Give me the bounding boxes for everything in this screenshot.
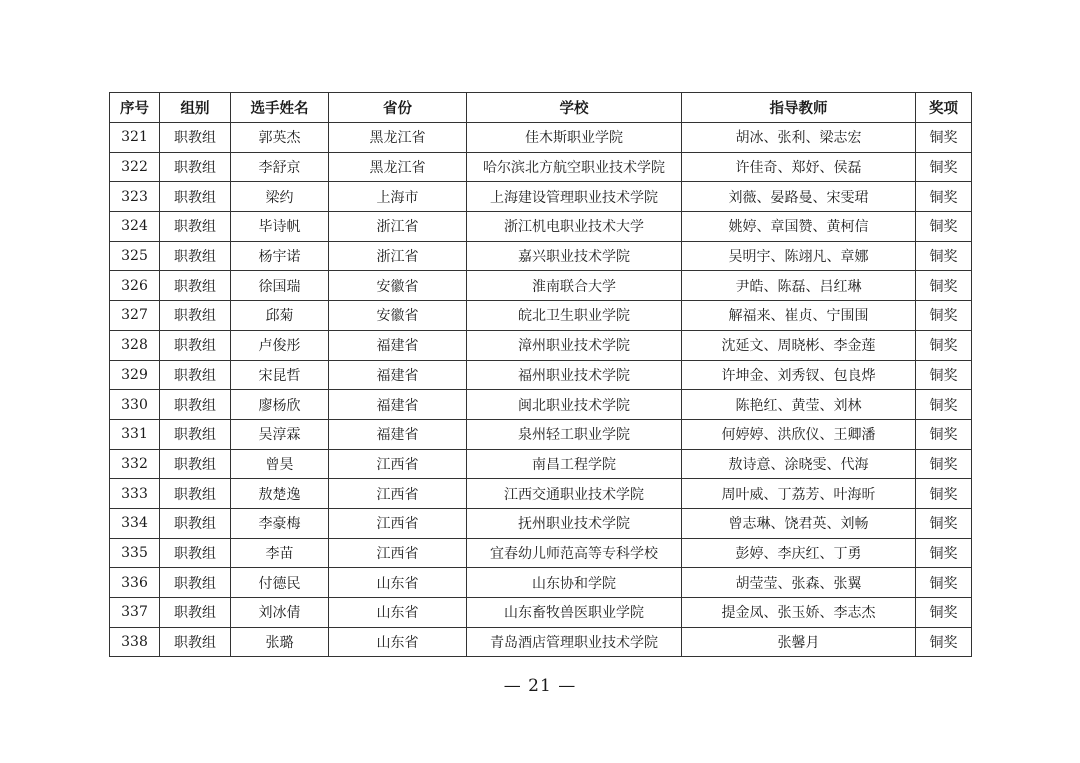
awards-table	[109, 92, 972, 657]
cell-school: 泉州轻工职业学院	[467, 419, 682, 449]
header-cell-advisors: 指导教师	[682, 93, 916, 123]
cell-advisors: 张馨月	[682, 627, 916, 657]
table-row	[110, 330, 972, 360]
cell-contestant: 李豪梅	[231, 508, 329, 538]
cell-group: 职教组	[160, 152, 231, 182]
cell-school: 宜春幼儿师范高等专科学校	[467, 538, 682, 568]
cell-award: 铜奖	[916, 360, 972, 390]
cell-contestant: 卢俊彤	[231, 330, 329, 360]
cell-group: 职教组	[160, 330, 231, 360]
cell-advisors: 沈延文、周晓彬、李金莲	[682, 330, 916, 360]
cell-school: 皖北卫生职业学院	[467, 301, 682, 331]
cell-award: 铜奖	[916, 419, 972, 449]
cell-index: 324	[110, 212, 160, 242]
cell-group: 职教组	[160, 538, 231, 568]
header-row	[110, 93, 972, 123]
cell-contestant: 张璐	[231, 627, 329, 657]
cell-award: 铜奖	[916, 568, 972, 598]
table-row	[110, 212, 972, 242]
table-row	[110, 508, 972, 538]
cell-index: 335	[110, 538, 160, 568]
cell-award: 铜奖	[916, 271, 972, 301]
cell-advisors: 许坤金、刘秀钗、包良烨	[682, 360, 916, 390]
cell-index: 338	[110, 627, 160, 657]
cell-school: 闽北职业技术学院	[467, 390, 682, 420]
cell-index: 323	[110, 182, 160, 212]
cell-group: 职教组	[160, 182, 231, 212]
cell-province: 上海市	[329, 182, 467, 212]
cell-index: 336	[110, 568, 160, 598]
cell-school: 浙江机电职业技术大学	[467, 212, 682, 242]
cell-group: 职教组	[160, 360, 231, 390]
cell-contestant: 徐国瑞	[231, 271, 329, 301]
header-cell-province: 省份	[329, 93, 467, 123]
cell-award: 铜奖	[916, 508, 972, 538]
table-row	[110, 123, 972, 153]
cell-school: 哈尔滨北方航空职业技术学院	[467, 152, 682, 182]
cell-province: 山东省	[329, 598, 467, 628]
cell-contestant: 敖楚逸	[231, 479, 329, 509]
cell-group: 职教组	[160, 301, 231, 331]
table-row	[110, 449, 972, 479]
table-row	[110, 301, 972, 331]
cell-province: 福建省	[329, 360, 467, 390]
cell-school: 福州职业技术学院	[467, 360, 682, 390]
cell-advisors: 吴明宇、陈翊凡、章娜	[682, 241, 916, 271]
cell-index: 333	[110, 479, 160, 509]
cell-award: 铜奖	[916, 538, 972, 568]
cell-advisors: 解福来、崔贞、宁围围	[682, 301, 916, 331]
cell-contestant: 邱菊	[231, 301, 329, 331]
cell-province: 黑龙江省	[329, 152, 467, 182]
table-row	[110, 627, 972, 657]
table-row	[110, 568, 972, 598]
cell-school: 南昌工程学院	[467, 449, 682, 479]
cell-province: 浙江省	[329, 212, 467, 242]
header-cell-award: 奖项	[916, 93, 972, 123]
cell-index: 337	[110, 598, 160, 628]
cell-award: 铜奖	[916, 330, 972, 360]
cell-index: 332	[110, 449, 160, 479]
cell-province: 浙江省	[329, 241, 467, 271]
cell-province: 福建省	[329, 419, 467, 449]
cell-award: 铜奖	[916, 449, 972, 479]
cell-award: 铜奖	[916, 390, 972, 420]
cell-province: 安徽省	[329, 271, 467, 301]
cell-index: 327	[110, 301, 160, 331]
cell-advisors: 刘薇、晏路曼、宋雯珺	[682, 182, 916, 212]
cell-province: 黑龙江省	[329, 123, 467, 153]
cell-school: 漳州职业技术学院	[467, 330, 682, 360]
table-header	[110, 93, 972, 123]
table-row	[110, 390, 972, 420]
cell-group: 职教组	[160, 598, 231, 628]
cell-contestant: 李苗	[231, 538, 329, 568]
cell-province: 山东省	[329, 627, 467, 657]
table-row	[110, 241, 972, 271]
cell-group: 职教组	[160, 123, 231, 153]
cell-award: 铜奖	[916, 212, 972, 242]
cell-contestant: 郭英杰	[231, 123, 329, 153]
cell-index: 321	[110, 123, 160, 153]
cell-advisors: 彭婷、李庆红、丁勇	[682, 538, 916, 568]
header-cell-group: 组别	[160, 93, 231, 123]
table-row	[110, 182, 972, 212]
cell-school: 青岛酒店管理职业技术学院	[467, 627, 682, 657]
table-row	[110, 360, 972, 390]
cell-group: 职教组	[160, 479, 231, 509]
cell-award: 铜奖	[916, 152, 972, 182]
cell-school: 抚州职业技术学院	[467, 508, 682, 538]
cell-group: 职教组	[160, 241, 231, 271]
cell-group: 职教组	[160, 508, 231, 538]
cell-advisors: 胡冰、张利、梁志宏	[682, 123, 916, 153]
cell-contestant: 付德民	[231, 568, 329, 598]
cell-province: 江西省	[329, 538, 467, 568]
page-number: — 21 —	[503, 676, 577, 696]
cell-contestant: 刘冰倩	[231, 598, 329, 628]
cell-contestant: 曾昊	[231, 449, 329, 479]
cell-index: 334	[110, 508, 160, 538]
cell-contestant: 李舒京	[231, 152, 329, 182]
cell-award: 铜奖	[916, 627, 972, 657]
cell-group: 职教组	[160, 271, 231, 301]
cell-advisors: 陈艳红、黄莹、刘林	[682, 390, 916, 420]
cell-province: 福建省	[329, 330, 467, 360]
cell-province: 福建省	[329, 390, 467, 420]
header-cell-contestant: 选手姓名	[231, 93, 329, 123]
cell-advisors: 曾志琳、饶君英、刘畅	[682, 508, 916, 538]
cell-school: 江西交通职业技术学院	[467, 479, 682, 509]
cell-group: 职教组	[160, 449, 231, 479]
cell-index: 325	[110, 241, 160, 271]
cell-province: 江西省	[329, 508, 467, 538]
cell-group: 职教组	[160, 212, 231, 242]
cell-award: 铜奖	[916, 479, 972, 509]
cell-advisors: 周叶威、丁荔芳、叶海昕	[682, 479, 916, 509]
cell-group: 职教组	[160, 627, 231, 657]
cell-school: 上海建设管理职业技术学院	[467, 182, 682, 212]
cell-advisors: 姚婷、章国赞、黄柯信	[682, 212, 916, 242]
cell-advisors: 尹皓、陈磊、吕红琳	[682, 271, 916, 301]
table-row	[110, 538, 972, 568]
cell-school: 山东协和学院	[467, 568, 682, 598]
table-row	[110, 271, 972, 301]
cell-contestant: 杨宇诺	[231, 241, 329, 271]
table-body	[110, 123, 972, 657]
cell-school: 嘉兴职业技术学院	[467, 241, 682, 271]
cell-index: 331	[110, 419, 160, 449]
cell-group: 职教组	[160, 390, 231, 420]
cell-contestant: 吴淳霖	[231, 419, 329, 449]
cell-contestant: 梁约	[231, 182, 329, 212]
cell-group: 职教组	[160, 568, 231, 598]
cell-school: 山东畜牧兽医职业学院	[467, 598, 682, 628]
header-cell-school: 学校	[467, 93, 682, 123]
cell-advisors: 胡莹莹、张森、张翼	[682, 568, 916, 598]
cell-award: 铜奖	[916, 182, 972, 212]
cell-contestant: 宋昆哲	[231, 360, 329, 390]
cell-index: 330	[110, 390, 160, 420]
cell-index: 328	[110, 330, 160, 360]
cell-school: 佳木斯职业学院	[467, 123, 682, 153]
cell-award: 铜奖	[916, 241, 972, 271]
cell-province: 江西省	[329, 479, 467, 509]
cell-index: 326	[110, 271, 160, 301]
table-row	[110, 479, 972, 509]
cell-province: 江西省	[329, 449, 467, 479]
cell-province: 安徽省	[329, 301, 467, 331]
cell-group: 职教组	[160, 419, 231, 449]
cell-award: 铜奖	[916, 598, 972, 628]
table-row	[110, 152, 972, 182]
cell-award: 铜奖	[916, 301, 972, 331]
table-row	[110, 598, 972, 628]
cell-index: 322	[110, 152, 160, 182]
cell-index: 329	[110, 360, 160, 390]
cell-province: 山东省	[329, 568, 467, 598]
cell-contestant: 廖杨欣	[231, 390, 329, 420]
cell-award: 铜奖	[916, 123, 972, 153]
cell-advisors: 许佳奇、郑妤、侯磊	[682, 152, 916, 182]
cell-advisors: 敖诗意、涂晓雯、代海	[682, 449, 916, 479]
cell-advisors: 提金凤、张玉娇、李志杰	[682, 598, 916, 628]
header-cell-index: 序号	[110, 93, 160, 123]
cell-contestant: 毕诗帆	[231, 212, 329, 242]
cell-advisors: 何婷婷、洪欣仪、王卿潘	[682, 419, 916, 449]
cell-school: 淮南联合大学	[467, 271, 682, 301]
table-row	[110, 419, 972, 449]
